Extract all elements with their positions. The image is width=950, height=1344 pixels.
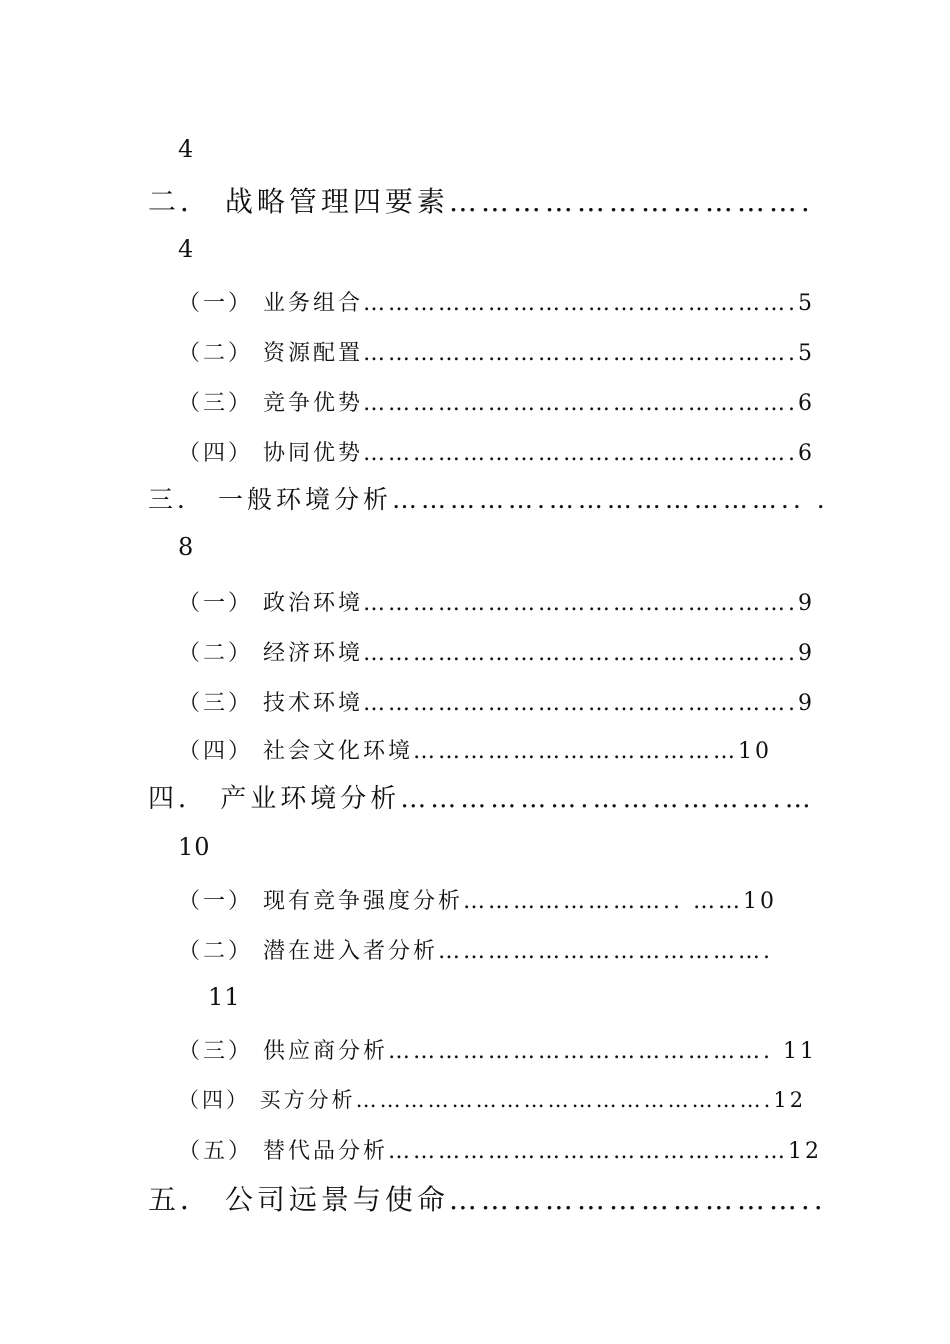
toc-page-number: 4 <box>178 235 195 263</box>
toc-item: （一） 业务组合…………………………………………….5 <box>178 291 815 316</box>
toc-item: （一） 现有竞争强度分析…………………….. ……10 <box>178 889 777 914</box>
toc-chapter-3: 三． 一般环境分析…………….…………………….. . <box>148 485 829 514</box>
toc-item: （三） 技术环境…………………………………………….9 <box>178 691 815 716</box>
toc-item: （二） 资源配置…………………………………………….5 <box>178 341 815 366</box>
toc-item: （三） 供应商分析………………………………………. 11 <box>178 1039 817 1064</box>
toc-item: （四） 协同优势…………………………………………….6 <box>178 441 815 466</box>
toc-item: （二） 经济环境…………………………………………….9 <box>178 641 815 666</box>
toc-item: （二） 潜在进入者分析…………………………………. <box>178 939 773 964</box>
toc-item: （三） 竞争优势…………………………………………….6 <box>178 391 815 416</box>
toc-page-number: 11 <box>208 983 241 1011</box>
toc-item: （五） 替代品分析…………………………………………12 <box>178 1139 822 1164</box>
toc-page-number: 10 <box>178 833 211 861</box>
toc-item: （四） 社会文化环境…………………………………10 <box>178 739 772 764</box>
toc-page-number: 4 <box>178 135 195 163</box>
toc-chapter-5: 五． 公司远景与使命…………………………….. <box>148 1183 827 1216</box>
toc-item: （一） 政治环境…………………………………………….9 <box>178 591 815 616</box>
toc-item: （四） 买方分析…………………………………………….12 <box>178 1088 807 1112</box>
toc-page-number: 8 <box>178 533 195 561</box>
toc-chapter-4: 四． 产业环境分析……………….……………….… <box>148 784 815 814</box>
toc-chapter-2: 二． 战略管理四要素……………………………. <box>148 185 814 218</box>
